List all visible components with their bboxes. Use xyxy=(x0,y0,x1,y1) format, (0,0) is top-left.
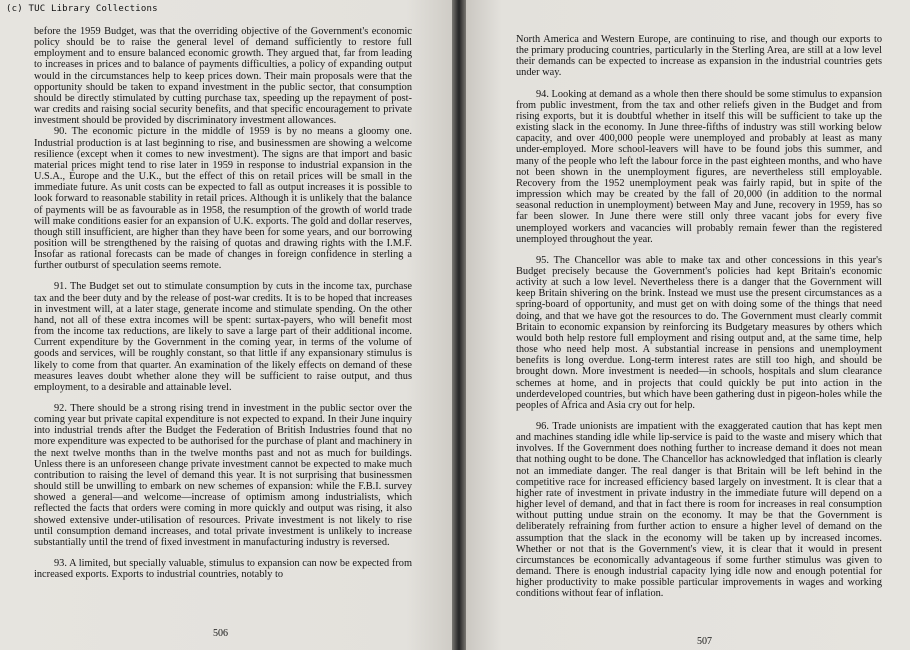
paragraph-93-continued: North America and Western Europe, are continuing to rise, and though our exports to the primary producing countries, particularly in the Sterling Area, are still at a low level their demands can be expected to increase as expansion in the industrial countries gets under way. xyxy=(516,34,882,79)
paragraph-91: 91. The Budget set out to stimulate consumption by cuts in the income tax, purchase tax and the beer duty and by the release of post-war credits. It is to be hoped that increases in investment will, at a later stage, generate income and stimulate spending. On the other hand, not all of these extra incomes will be spent: surtax-payers, who will benefit most from the income tax reductions, are likely to save a large part of their additional income. Current expenditure by the Government in the coming year, in terms of the volume of goods and services, will be roughly constant, so that little if any expansionary stimulus is likely to come from that quarter. An examination of the likely effects on demand of these measures leaves doubt whether alone they will be sufficient to raise output, and thus employment, to a desirable and attainable level. xyxy=(34,281,412,393)
copyright-watermark: (c) TUC Library Collections xyxy=(6,4,158,14)
paragraph-95: 95. The Chancellor was able to make tax and other concessions in this year's Budget precisely because the Government's policies had kept Britain's economic activity at such a low level. Nevertheless there is a danger that the Government will keep Britain shivering on the brink. Instead we must use the present circumstances as a spring-board of opportunity, and must get on with doing some of the things that need doing, and that we have got the resources to do. The Government must clearly commit Britain to economic expansion by reinforcing its Budgetary measures by others which would both help restore full employment and rising output and, at the same time, help those who need help most. A substantial increase in pensions and unemployment benefits is long overdue. Long-term interest rates are still too high, and should be brought down. More investment is needed—in schools, hospitals and slum clearance schemes at home, and in projects that could quickly be put into action in the underdeveloped countries, but which have been gathering dust in pigeon-holes while the peoples of Africa and Asia cry out for help. xyxy=(516,254,882,411)
left-page xyxy=(0,0,452,650)
paragraph-96: 96. Trade unionists are impatient with the exaggerated caution that has kept men and machines standing idle while lip-service is paid to the waste and misery which that involves. If the Government does nothing further to increase demand it does not mean that nothing ought to be done. The Chancellor has acknowledged that inflation is clearly not an immediate danger. The real danger is that Britain will be left behind in the competitive race for increased efficiency based largely on investment. It is clear that a higher rate of investment in private industry in the immediate future will depend on a higher level of demand, and that in fact there is room for increases in real consumption without putting undue strain on the economy. It may be that the Government is deliberately refraining from further action to ensure a higher level of demand on the assumption that the slack in the economy will be taken up by increased incomes. Whether or not that is the Government's view, it is clear that it would in present circumstances be economically advantageous if some further stimulus was given to demand. There is enough industrial capacity lying idle now and enough potential for higher productivity to make possible particular improvements in wages and working conditions without fear of inflation. xyxy=(516,421,882,600)
left-page-text xyxy=(34,26,412,580)
paragraph-93: 93. A limited, but specially valuable, stimulus to expansion can now be expected from increased exports. Exports to industrial countries, notably to xyxy=(34,558,412,581)
right-page xyxy=(466,0,910,650)
right-page-number: 507 xyxy=(697,636,712,647)
paragraph-92: 92. There should be a strong rising trend in investment in the public sector over the coming year but private capital expenditure is not expected to expand. In their June inquiry into industrial trends after the Budget the Federation of British Industries found that no more expenditure was expected to be authorised for the purchase of plant and machinery in the next twelve months than in the twelve months past and not as much for buildings. Unless there is an unforeseen change private investment cannot be expected to make much contribution to raising the level of demand this year. It is not surprising that businessmen should still be unwilling to embark on new schemes of expansion: while the F.B.I. survey showed a general—and welcome—increase of optimism among industrialists, which reflected the facts that orders were coming in more quickly and output was rising, it also showed extensive under-utilisation of resources. Private investment is not likely to rise until consumption demand increases, and total private investment is unlikely to increase substantially until the trend of fixed investment in manufacturing industry is reversed. xyxy=(34,403,412,548)
paragraph-90: 90. The economic picture in the middle of 1959 is by no means a gloomy one. Industrial production is at last beginning to rise, and businessmen are showing a welcome resilience (except when it comes to new investment). The signs are that import and basic material prices might tend to rise later in 1959 in response to industrial expansion in the U.S.A., Europe and the U.K., but the effect of this on retail prices will be small in the immediate future. As unit costs can be expected to fall as output increases it is possible to look forward to reasonable stability in retail prices. Although it is unlikely that the balance of payments will be as favourable as in 1958, the resumption of the growth of world trade will make conditions easier for an expansion of U.K. exports. The gold and dollar reserves, though still insufficient, are higher than they have been for some years, and our borrowing position will be strengthened by the raising of quotas and drawing rights with the I.M.F. Insofar as rational forecasts can be made of changes in foreign confidence in sterling a further outburst of speculation seems remote. xyxy=(34,126,412,272)
left-page-number: 506 xyxy=(213,628,228,639)
right-page-text xyxy=(516,34,882,600)
paragraph-89-continued: before the 1959 Budget, was that the overriding objective of the Government's economic policy should be to raise the general level of demand sufficiently to restore full employment and to ensure balanced economic growth. They argued that, far from leading to increases in prices and to balance of payments difficulties, a policy of expanding output would in the circumstances help to keep prices down. Their main proposals were that the opportunity should be taken to expand investment in the public sector, that consumption should be directly stimulated by cutting purchase tax, speeding up the repayment of post-war credits and raising social security benefits, and that specific encouragement to private investment should be provided by discriminatory investment allowances. xyxy=(34,26,412,127)
paragraph-94: 94. Looking at demand as a whole then there should be some stimulus to expansion from public investment, from the tax and other reliefs given in the Budget and from rising exports, but it is doubtful whether in itself this will be sufficient to take up the existing slack in the economy. In June three-fifths of industry was still working below capacity, and over 400,000 people were unemployed and probably at least as many under-employed. More school-leavers will have to be found jobs this summer, and many of the people who left the labour force in the past eighteen months, and who have not been shown in the unemployment figures, are nevertheless still employable. Recovery from the 1952 unemployment peak was fairly rapid, but in spite of the impression which may be created by the fall of 20,000 (in addition to the normal seasonal reduction in unemployment) between May and June, recovery in 1959, has so far been slower. In June there were still only three vacant jobs for every five unemployed workers and vacancies will probably remain fewer than the registered unemployed throughout the year. xyxy=(516,88,882,245)
book-gutter xyxy=(452,0,466,650)
